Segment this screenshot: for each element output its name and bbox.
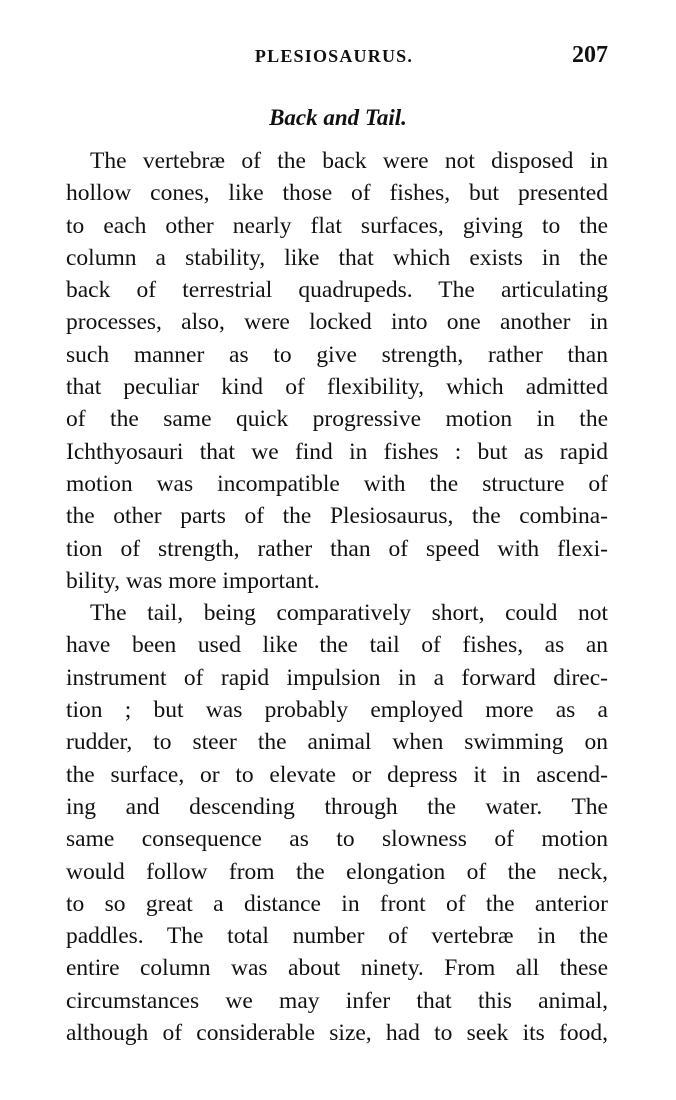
text-line: to so great a distance in front of the anterior	[66, 890, 608, 917]
text-line: back of terrestrial quadrupeds. The articulating	[66, 277, 608, 304]
text-line: ing and descending through the water. The	[66, 793, 608, 820]
paragraph	[66, 145, 608, 597]
text-line: the surface, or to elevate or depress it in ascend-	[66, 761, 608, 788]
text-line: processes, also, were locked into one another in	[66, 309, 608, 336]
text-line: that peculiar kind of flexibility, which admitted	[66, 374, 608, 401]
text-line: instrument of rapid impulsion in a forward direc-	[66, 664, 608, 691]
running-title: PLESIOSAURUS.	[254, 46, 414, 66]
text-line: rudder, to steer the animal when swimming on	[66, 729, 608, 756]
text-line: Ichthyosauri that we find in fishes : but as rapid	[66, 438, 608, 465]
text-line: motion was incompatible with the structure of	[66, 470, 608, 497]
text-line: circumstances we may infer that this animal,	[66, 987, 608, 1014]
text-line: entire column was about ninety. From all these	[66, 955, 608, 982]
text-line: would follow from the elongation of the neck,	[66, 858, 608, 885]
text-line: hollow cones, like those of fishes, but presented	[66, 180, 608, 207]
text-line: The vertebræ of the back were not disposed in	[90, 148, 608, 174]
text-line: column a stability, like that which exists in the	[66, 244, 608, 271]
running-head	[60, 42, 608, 72]
text-line: same consequence as to slowness of motion	[66, 826, 608, 853]
body-text	[66, 145, 608, 1049]
page-number: 207	[572, 42, 608, 68]
paragraph	[66, 597, 608, 1049]
text-line: of the same quick progressive motion in the	[66, 406, 608, 433]
text-line: to each other nearly flat surfaces, giving to the	[66, 212, 608, 239]
text-line: tion of strength, rather than of speed with flexi-	[66, 535, 608, 562]
text-line: such manner as to give strength, rather than	[66, 341, 608, 368]
section-heading: Back and Tail.	[269, 105, 407, 130]
text-line: bility, was more important.	[66, 567, 320, 594]
text-line: tion ; but was probably employed more as a	[66, 697, 608, 724]
text-line: although of considerable size, had to seek its food,	[66, 1020, 608, 1047]
text-line: paddles. The total number of vertebræ in the	[66, 923, 608, 950]
text-line: The tail, being comparatively short, could not	[90, 600, 608, 627]
text-line: the other parts of the Plesiosaurus, the combina-	[66, 503, 608, 530]
text-line: have been used like the tail of fishes, as an	[66, 632, 608, 659]
